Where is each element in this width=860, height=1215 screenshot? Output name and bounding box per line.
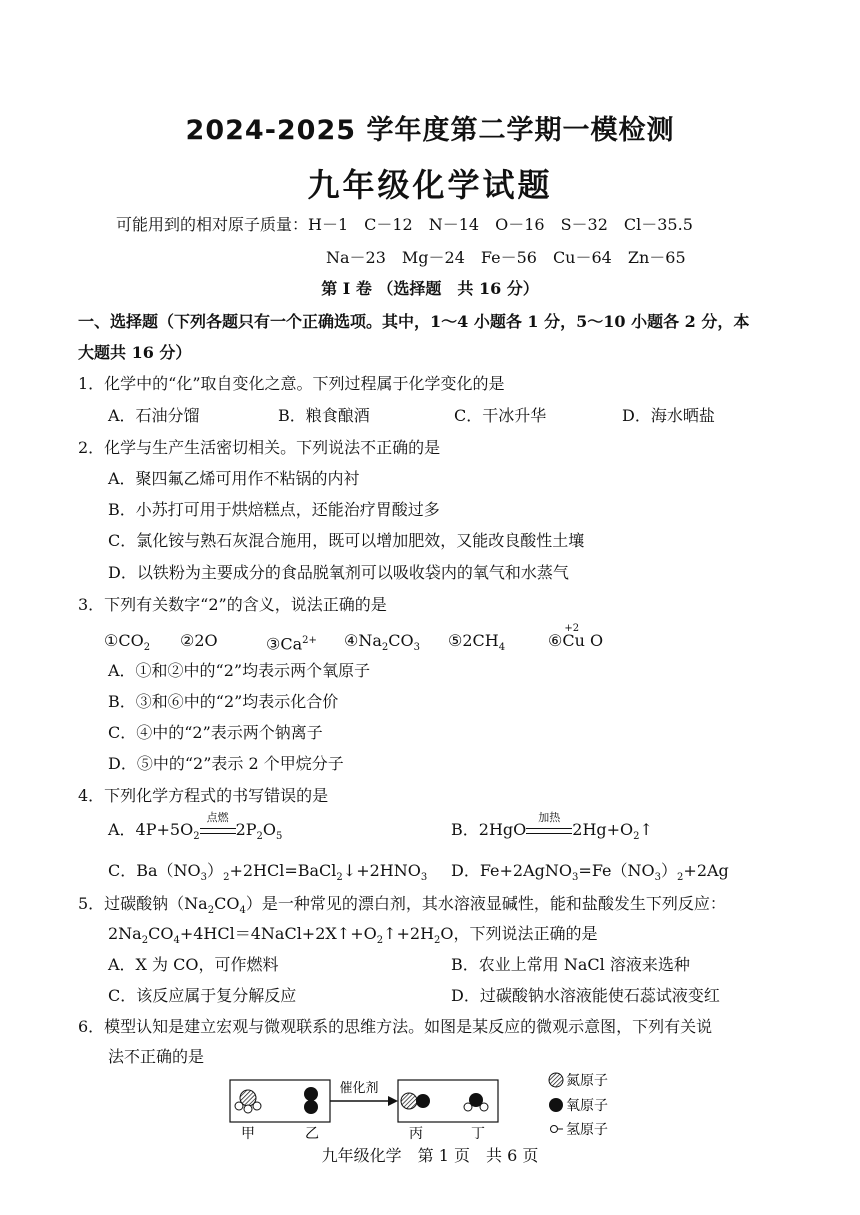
question-5-stem: 5．过碳酸钠$(Na_2CO_4)$是一种常见的漂白剂，其水溶液显碱性，能和盐酸发生下列反应： (78, 894, 726, 917)
q3-option-c: C．④中的“2”表示两个钠离子 (108, 723, 323, 742)
question-1-stem: 1．化学中的“化”取自变化之意。下列过程属于化学变化的是 (78, 374, 505, 393)
nitrogen-atom (401, 1093, 417, 1109)
volume-title: 第 I 卷 （选择题 共 16 分） (321, 279, 539, 298)
atomic-mass-line2: Na－23 Mg－24 Fe－56 Cu－64 Zn－65 (326, 248, 686, 267)
hydrogen-atom (253, 1102, 261, 1110)
q1-option-d: D．海水晒盐 (622, 406, 715, 425)
reaction-diagram-svg (222, 1072, 642, 1142)
q4-option-c: C．$Ba(NO_3)_2+2HCl=BaCl_2↓+2HNO_3$ (108, 861, 428, 884)
arrow-head (388, 1096, 398, 1106)
legend-nitrogen: 氮原子 (566, 1073, 608, 1089)
q3-option-d: D．⑤中的“2”表示 2 个甲烷分子 (108, 754, 344, 773)
q1-option-a: A．石油分馏 (108, 406, 200, 425)
q1-option-c: C．干冰升华 (454, 406, 547, 425)
q2-option-a: A．聚四氟乙烯可用作不粘锅的内衬 (108, 469, 360, 488)
q3-option-a: A．①和②中的“2”均表示两个氧原子 (108, 661, 371, 680)
atomic-mass-line1: 可能用到的相对原子质量：H－1 C－12 N－14 O－16 S－32 Cl－35.5 (116, 215, 693, 234)
q4-option-a: A．$4P+5O_2$ 点燃 $2P_2O_5$ (108, 811, 283, 843)
q2-option-d: D．以铁粉为主要成分的食品脱氧剂可以吸收袋内的氧气和水蒸气 (108, 563, 569, 582)
legend-nitrogen-icon (549, 1073, 563, 1087)
label-bing: 丙 (409, 1126, 423, 1142)
valence-label: +2 (564, 623, 580, 634)
exam-subtitle: 九年级化学试题 (307, 166, 553, 204)
hydrogen-atom (464, 1103, 472, 1111)
hydrogen-atom (235, 1102, 243, 1110)
label-yi: 乙 (305, 1126, 319, 1142)
q5-option-c: C．该反应属于复分解反应 (108, 986, 297, 1005)
q3-formula-3: $③Ca^{2+}$ (266, 634, 317, 654)
catalyst-label: 催化剂 (339, 1081, 379, 1096)
legend-oxygen: 氧原子 (566, 1098, 608, 1114)
q5-equation: $2Na_2CO_4+4HCl=4NaCl+2X↑+O_2↑+2H_2O$，下列说法正确的是 (108, 924, 598, 947)
question-4-stem: 4．下列化学方程式的书写错误的是 (78, 786, 329, 805)
legend-oxygen-icon (549, 1098, 563, 1112)
q2-option-b: B．小苏打可用于烘焙糕点，还能治疗胃酸过多 (108, 500, 440, 519)
question-2-stem: 2．化学与生产生活密切相关。下列说法不正确的是 (78, 438, 441, 457)
question-3-stem: 3．下列有关数字“2”的含义，说法正确的是 (78, 595, 387, 614)
label-jia: 甲 (241, 1126, 255, 1142)
legend-hydrogen: 氢原子 (566, 1122, 608, 1138)
hydrogen-atom (244, 1105, 252, 1113)
q3-formula-6: ⑥ +2 Cu O (548, 630, 603, 652)
oxygen-atom (304, 1100, 318, 1114)
question-6-stem-line2: 法不正确的是 (108, 1047, 205, 1066)
page-footer: 九年级化学 第 1 页 共 6 页 (321, 1146, 539, 1165)
hydrogen-atom (480, 1103, 488, 1111)
q3-formula-1: $①CO_2$ (104, 631, 151, 654)
section-instructions-line2: 大题共 16 分） (78, 343, 192, 362)
q3-option-b: B．③和⑥中的“2”均表示化合价 (108, 692, 339, 711)
q1-option-b: B．粮食酿酒 (278, 406, 370, 425)
q5-option-b: B．农业上常用 NaCl 溶液来选种 (451, 955, 690, 974)
q5-option-a: A．X 为 CO，可作燃料 (108, 955, 279, 974)
q3-formula-4: $④Na_2CO_3$ (344, 631, 420, 654)
reaction-diagram (222, 1072, 642, 1142)
oxygen-atom (416, 1094, 430, 1108)
q5-option-d: D．过碳酸钠水溶液能使石蕊试液变红 (451, 986, 720, 1005)
q2-option-c: C．氯化铵与熟石灰混合施用，既可以增加肥效，又能改良酸性土壤 (108, 531, 585, 550)
oxygen-atom (304, 1087, 318, 1101)
exam-title: 2024-2025 学年度第二学期一模检测 (185, 115, 675, 146)
q3-formula-5: $⑤2CH_4$ (448, 631, 506, 654)
label-ding: 丁 (471, 1126, 485, 1142)
q4-option-b: B．2HgO 加热 $2Hg+O_2↑$ (451, 811, 653, 843)
question-6-stem-line1: 6．模型认知是建立宏观与微观联系的思维方法。如图是某反应的微观示意图，下列有关说 (78, 1017, 713, 1036)
legend-hydrogen-icon (551, 1126, 558, 1133)
section-instructions-line1: 一、选择题（下列各题只有一个正确选项。其中，1～4 小题各 1 分，5～10 小题各 2 分，本 (78, 312, 750, 331)
q4-option-d: D．$Fe+2AgNO_3=Fe(NO_3)_2+2Ag$ (451, 861, 729, 884)
q3-formula-2: ②2O (180, 631, 218, 650)
